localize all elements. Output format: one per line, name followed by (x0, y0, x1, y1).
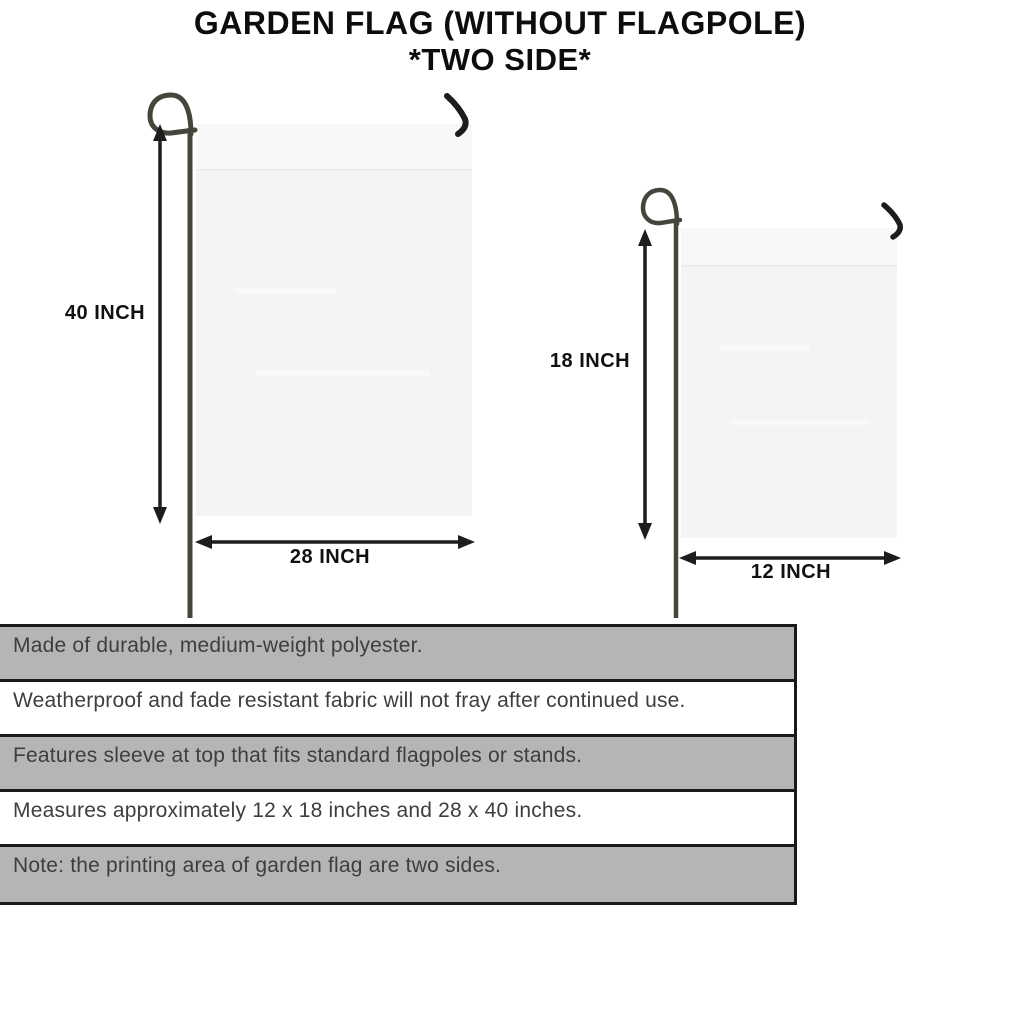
small-height-arrow (638, 229, 652, 540)
feature-row-sleeve: Features sleeve at top that fits standard flagpoles or stands. (0, 737, 794, 792)
pole-hook-icon (884, 205, 900, 237)
title-line-1: GARDEN FLAG (WITHOUT FLAGPOLE) (193, 5, 807, 41)
pole-hook-icon (447, 96, 466, 134)
fabric-crease (720, 345, 810, 350)
fabric-crease (730, 420, 870, 425)
small-width-label: 12 INCH (750, 561, 832, 583)
fabric-crease (255, 370, 430, 376)
large-flag-fabric (196, 124, 472, 516)
large-height-label: 40 INCH (64, 302, 146, 324)
small-height-label: 18 INCH (549, 350, 631, 372)
pole-loop-icon (150, 95, 195, 134)
pole-loop-icon (643, 190, 680, 224)
title-line-2: *TWO SIDE* (408, 42, 592, 77)
feature-row-note: Note: the printing area of garden flag are two sides. (0, 847, 794, 902)
fabric-crease (235, 288, 335, 294)
large-flag-diagram (150, 95, 475, 618)
feature-table (0, 624, 797, 905)
large-flag-sleeve (196, 124, 472, 170)
feature-row-material: Made of durable, medium-weight polyester. (0, 627, 794, 682)
feature-row-measures: Measures approximately 12 x 18 inches and 28 x 40 inches. (0, 792, 794, 847)
page-title (0, 4, 1000, 78)
small-flag-diagram (638, 190, 901, 618)
feature-row-weatherproof: Weatherproof and fade resistant fabric will not fray after continued use. (0, 682, 794, 737)
small-flag-sleeve (681, 228, 897, 266)
large-width-label: 28 INCH (289, 546, 371, 568)
small-flag-fabric (681, 228, 897, 538)
